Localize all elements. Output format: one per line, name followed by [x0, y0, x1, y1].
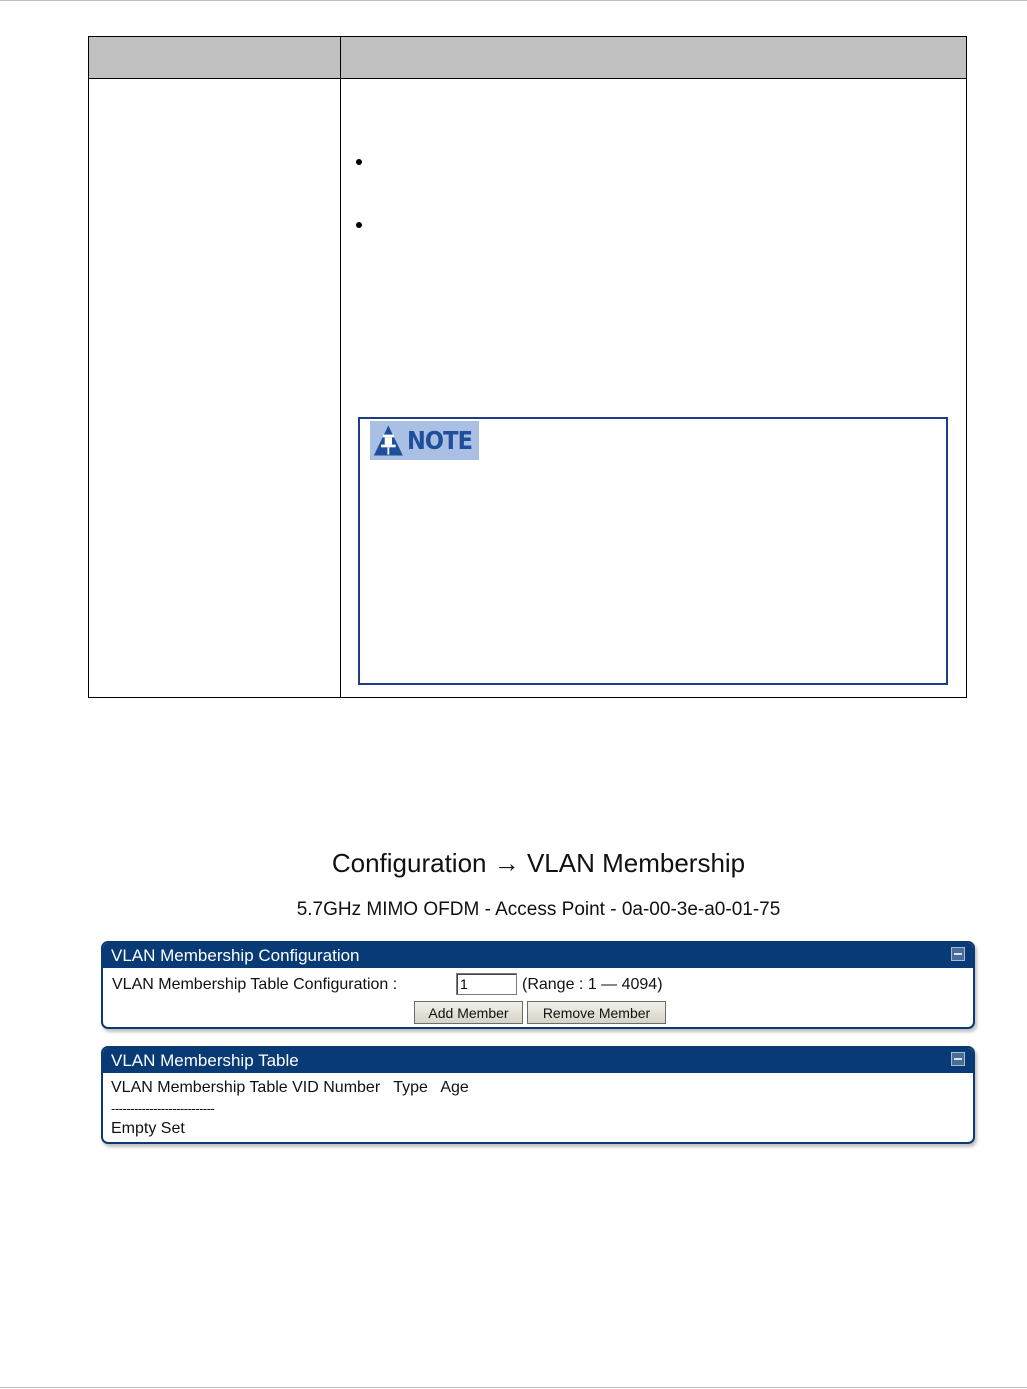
- vlan-membership-configuration-panel: [101, 941, 975, 1029]
- add-member-button[interactable]: Add Member: [414, 1001, 523, 1024]
- panel-title: VLAN Membership Configuration: [111, 946, 360, 965]
- panel-header: [103, 1048, 973, 1073]
- table-columns: VLAN Membership Table VID Number Type Age: [111, 1079, 469, 1096]
- table-column-divider: [340, 37, 341, 697]
- vid-input[interactable]: [456, 973, 517, 995]
- empty-set-text: Empty Set: [111, 1120, 185, 1137]
- bullet-point: [356, 159, 362, 165]
- table-separator: ---------------------------: [111, 1101, 215, 1116]
- pushpin-icon: [372, 422, 405, 459]
- device-subtitle: 5.7GHz MIMO OFDM - Access Point - 0a-00-3e-a0-01-75: [296, 899, 781, 920]
- range-hint: (Range : 1 — 4094): [522, 976, 663, 993]
- table-header-row: [89, 37, 966, 79]
- page-top-rule: [0, 0, 1027, 1]
- vlan-membership-table-panel: [101, 1046, 975, 1144]
- panel-header: [103, 943, 973, 968]
- collapse-icon[interactable]: [951, 947, 965, 961]
- bullet-point: [356, 222, 362, 228]
- remove-member-button[interactable]: Remove Member: [527, 1001, 666, 1024]
- panel-title: VLAN Membership Table: [111, 1051, 299, 1070]
- note-label: NOTE: [406, 426, 472, 455]
- note-badge: [370, 421, 479, 460]
- collapse-icon[interactable]: [951, 1052, 965, 1066]
- page-bottom-rule: [0, 1387, 1027, 1388]
- table-configuration-label: VLAN Membership Table Configuration :: [112, 976, 398, 993]
- page-title: Configuration → VLAN Membership: [331, 848, 746, 878]
